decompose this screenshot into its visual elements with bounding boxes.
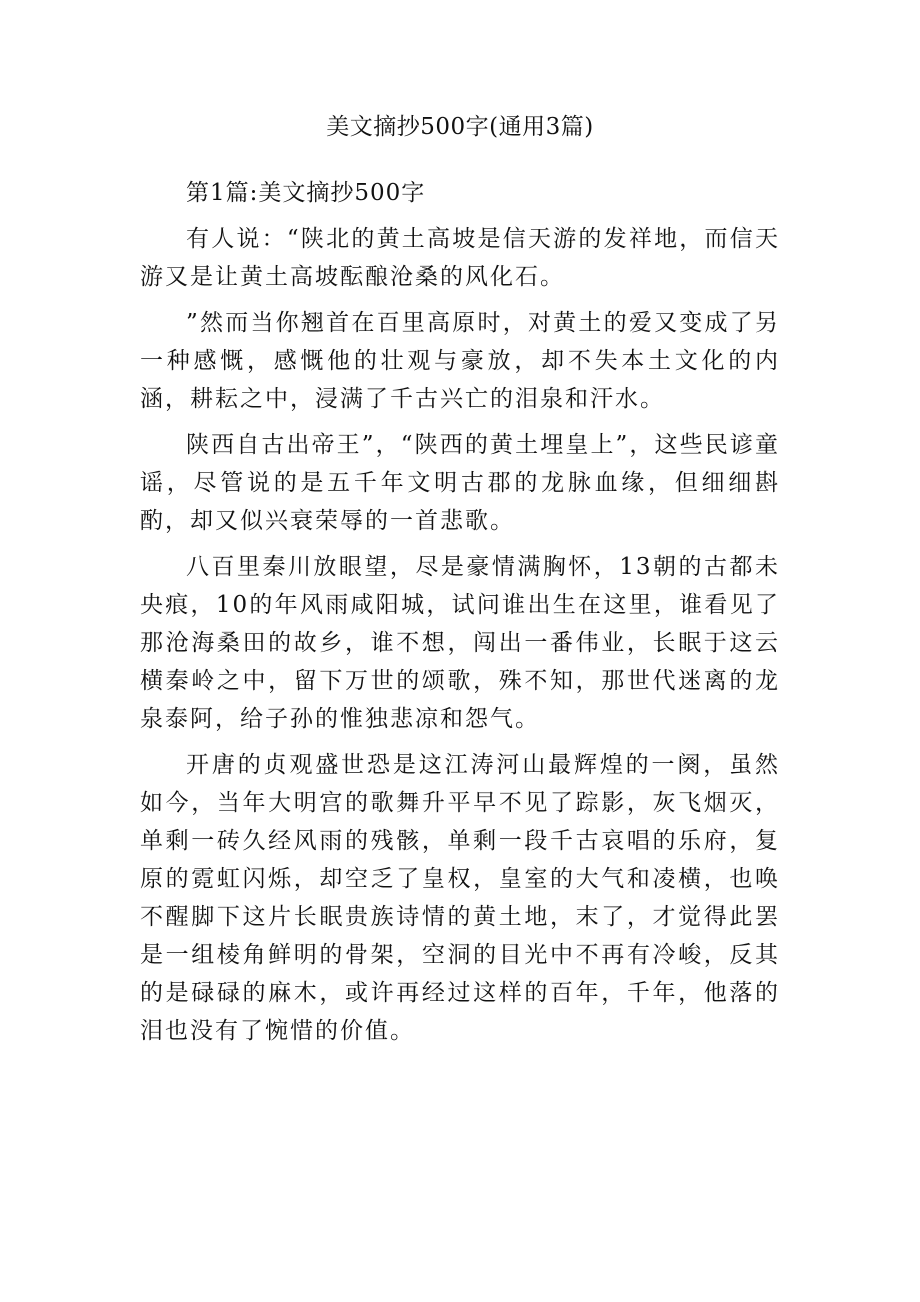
- paragraph-2: ”然而当你翘首在百里高原时，对黄土的爱又变成了另一种感慨，感慨他的壮观与豪放，却不失本土文化的内涵，耕耘之中，浸满了千古兴亡的泪泉和汗水。: [140, 310, 780, 412]
- paragraph-5: 开唐的贞观盛世恐是这江涛河山最辉煌的一阕，虽然如今，当年大明宫的歌舞升平早不见了踪影，灰飞烟灭，单剩一砖久经风雨的残骸，单剩一段千古哀唱的乐府，复原的霓虹闪烁，却空乏了皇权，皇室的大气和凌横，也唤不醒脚下这片长眠贵族诗情的黄土地，末了，才觉得此罢是一组棱角鲜明的骨架，空洞的目光中不再有冷峻，反其的是碌碌的麻木，或许再经过这样的百年，千年，他落的泪也没有了惋惜的价值。: [140, 752, 780, 1044]
- paragraph-1: 有人说：“陕北的黄土高坡是信天游的发祥地，而信天游又是让黄土高坡酝酿沧桑的风化石。: [140, 226, 780, 290]
- section-heading: 第1篇:美文摘抄500字: [186, 180, 426, 206]
- document-title: 美文摘抄500字(通用3篇): [326, 114, 594, 140]
- document-body: [140, 174, 780, 1058]
- paragraph-4: 八百里秦川放眼望，尽是豪情满胸怀，13朝的古都未央痕，10的年风雨咸阳城，试问谁出生在这里，谁看见了那沧海桑田的故乡，谁不想，闯出一番伟业，长眠于这云横秦岭之中，留下万世的颂歌，殊不知，那世代迷离的龙泉泰阿，给子孙的惟独悲凉和怨气。: [140, 554, 780, 732]
- paragraph-3: 陕西自古出帝王”，“陕西的黄土埋皇上”，这些民谚童谣，尽管说的是五千年文明古郡的龙脉血缘，但细细斟酌，却又似兴衰荣辱的一首悲歌。: [140, 432, 780, 534]
